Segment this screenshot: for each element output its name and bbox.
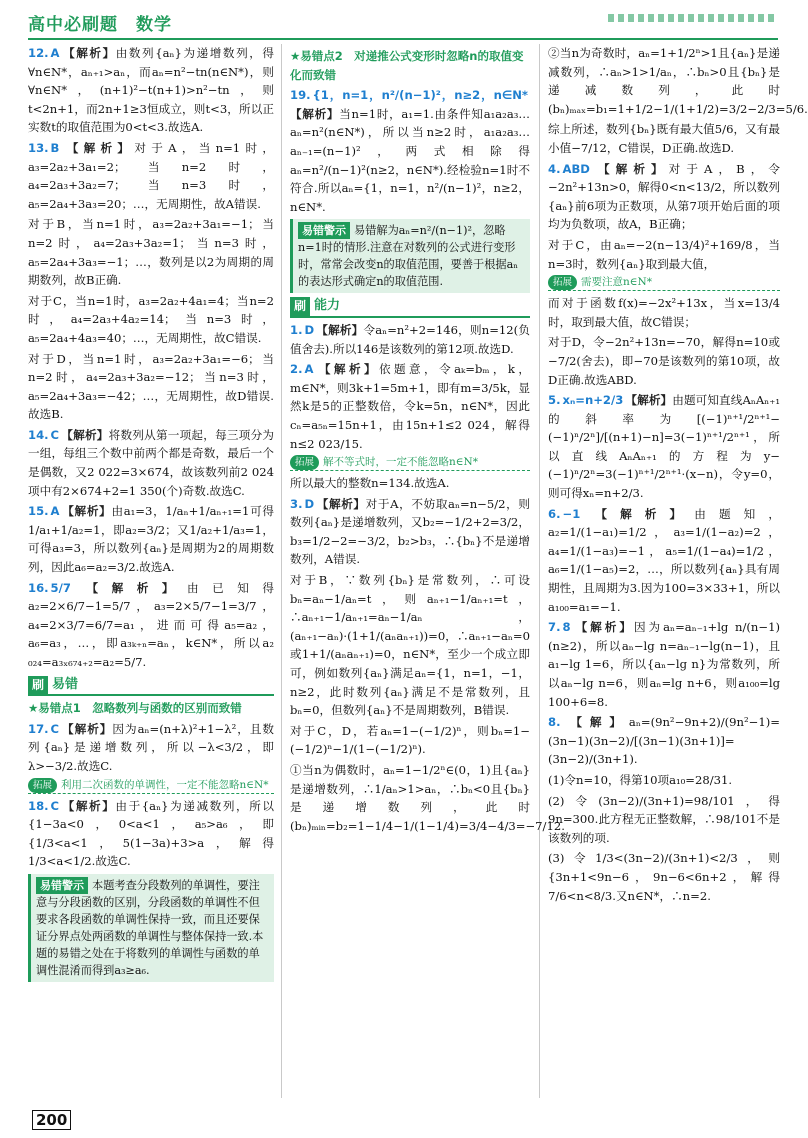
question-13-d: 对于D，当n=1时，a₃=2a₂+3a₁=−6；当n=2时，a₄=2a₃+3a₂=−12；当n=3时，a₅=2a₄+3a₃=−42；…，无周期性，故D错误.故选B. bbox=[28, 351, 274, 422]
question-8-1: (1)令n=10，得第10项a₁₀=28/31. bbox=[548, 772, 733, 787]
column-divider bbox=[539, 44, 540, 1098]
question-13-b: 对于B，当n=1时，a₃=2a₂+3a₁=−1；当n=2时，a₄=2a₃+3a₂=1；当n=3时，a₅=2a₄+3a₃=−1；…，数列是以2为周期的周期数列，故B正确. bbox=[28, 217, 274, 288]
section-title: 易错 bbox=[52, 676, 79, 692]
question-14: 14. C 【解析】将数列从第一项起，每三项分为一组，每组三个数中前两个都是奇数，最后一个是偶数，又2 022=3×674，故该数列前2 024项中有2×674+2=1 350(个)奇数.故选C. bbox=[28, 427, 274, 498]
question-12: 12. A 【解析】由数列{aₙ}为递增数列，得∀n∈N*，aₙ₊₁>aₙ，而aₙ=n²−tn(n∈N*)，则∀n∈N*，(n+1)²−t(n+1)>n²−tn，则t<2n+1，而2n+1≥3恒成立，则t<3，所以正实数t的取值范围为0<t<3.故选A. bbox=[28, 46, 274, 135]
question-3-e: ②当n为奇数时，aₙ=1+1/2ⁿ>1且{aₙ}是递减数列，∴aₙ>1>1/aₙ，∴bₙ>0且{bₙ}是递减数列，此时(bₙ)ₘₐₓ=b₁=1+1/2−1/(1+1/2)=3/2−2/3=5/6. bbox=[548, 46, 808, 116]
tip-note: 拓展 解不等式时，一定不能忽略n∈N* bbox=[290, 455, 530, 471]
question-6: 6. −1 【解析】由题知，a₂=1/(1−a₁)=1/2，a₃=1/(1−a₂)=2，a₄=1/(1−a₃)=−1，a₅=1/(1−a₄)=1/2，a₆=1/(1−a₅)=2，…，所以数列{aₙ}具有周期性，且周期为3.因为100=3×33+1，所以a₁₀₀=a₁=−1. bbox=[548, 506, 780, 614]
section-yicuo bbox=[28, 676, 274, 697]
column-right bbox=[548, 44, 808, 1102]
tip-icon: 拓展 bbox=[548, 275, 577, 290]
question-16: 16. 5/7 【解析】由已知得a₂=2×6/7−1=5/7，a₃=2×5/7−1=3/7，a₄=2×3/7=6/7=a₁，进而可得a₅=a₂，a₆=a₃，…，即a₃ₖ₊ₙ=aₙ，k∈N*，所以a₂ ₀₂₄=a₃ₓ₆₇₄₊₂=a₂=5/7. bbox=[28, 580, 274, 669]
error-point-2: ★易错点2 对递推公式变形时忽略n的取值变化而致错 bbox=[290, 49, 524, 82]
question-19: 19. {1，n=1，n²/(n−1)²，n≥2，n∈N*【解析】当n=1时，a₁=1.由条件知a₁a₂a₃…aₙ=n²(n∈N*)，所以当n≥2时，a₁a₂a₃…aₙ₋₁=(n−1)²，两式相除得aₙ=n²/(n−1)²(n≥2，n∈N*).经检验n=1时不符合.所以aₙ={1，n=1，n²/(n−1)²，n≥2，n∈N*. bbox=[290, 88, 530, 214]
warning-badge: 易错警示 bbox=[298, 222, 350, 239]
column-left bbox=[28, 44, 274, 1102]
section-nengli bbox=[290, 297, 530, 318]
page-header bbox=[28, 8, 778, 40]
question-8-2: (2)令(3n−2)/(3n+1)=98/101，得9n=300.此方程无正整数解，∴98/101不是该数列的项. bbox=[548, 793, 780, 845]
warning-box: 易错警示 本题考查分段数列的单调性，要注意与分段函数的区别，分段函数的单调性不但要求各段函数的单调性保持一致，而且还要保证分界点处两函数的单调性与整体保持一致.本题的易错之处在于将数列的单调性与函数的单调性混淆而得到a₃≥a₆. bbox=[28, 874, 274, 982]
question-17: 17. C 【解析】因为aₙ=(n+λ)²+1−λ²，且数列{aₙ}是递增数列，所以−λ<3/2，即λ>−3/2.故选C. bbox=[28, 721, 274, 773]
tip-note: 拓展 利用二次函数的单调性，一定不能忽略n∈N* bbox=[28, 778, 274, 794]
question-15: 15. A 【解析】由a₁=3，1/aₙ+1/aₙ₊₁=1可得1/a₁+1/a₂=1，即a₂=3/2；又1/a₂+1/a₃=1，可得a₃=3，所以数列{aₙ}是周期为2的周期数列，因此a₆=a₂=3/2.故选A. bbox=[28, 504, 274, 575]
question-2-end: 所以最大的整数n=134.故选A. bbox=[290, 476, 450, 491]
question-13-c: 对于C，当n=1时，a₃=2a₂+4a₁=4；当n=2时，a₄=2a₃+4a₂=14；当n=3时，a₅=2a₄+4a₃=40；…，无周期性，故C错误. bbox=[28, 293, 274, 345]
header-title: 高中必刷题 数学 bbox=[28, 15, 172, 35]
question-5: 5. xₙ=n+2/3 【解析】由题可知直线AₙAₙ₊₁的斜率为[(−1)ⁿ⁺¹/2ⁿ⁺¹−(−1)ⁿ/2ⁿ]/[(n+1)−n]=3(−1)ⁿ⁺¹/2ⁿ⁺¹，所以直线AₙAₙ₊₁的方程为y−(−1)ⁿ/2ⁿ=3(−1)ⁿ⁺¹/2ⁿ⁺¹·(x−n)，令y=0，则可得xₙ=n+2/3. bbox=[548, 393, 780, 501]
question-8-3: (3)令1/3<(3n−2)/(3n+1)<2/3，则{3n+1<9n−6，9n−6<6n+2，解得7/6<n<8/3.又n∈N*，∴n=2. bbox=[548, 851, 780, 903]
question-4-b: 对于C，由aₙ=−2(n−13/4)²+169/8，当n=3时，数列{aₙ}取到最大值， bbox=[548, 237, 780, 271]
section-badge: 刷 bbox=[28, 676, 48, 695]
column-divider bbox=[281, 44, 282, 1098]
question-4-c: 而对于函数f(x)=−2x²+13x，当x=13/4时，取到最大值，故C错误； bbox=[548, 296, 780, 329]
question-4: 4. ABD 【解析】对于A，B，令−2n²+13n>0，解得0<n<13/2，所以数列{aₙ}前6项为正数项，从第7项开始后面的项均为负数项，故A，B正确； bbox=[548, 161, 780, 232]
warning-box: 易错警示 易错解为aₙ=n²/(n−1)²，忽略n=1时的情形.注意在对数列的公式进行变形时，常常会改变n的取值范围，要善于根据aₙ的表达形式确定n的取值范围. bbox=[290, 219, 530, 293]
header-decoration bbox=[608, 14, 778, 22]
question-4-d: 对于D，令−2n²+13n=−70，解得n=10或−7/2(舍去)，即−70是该数列的第10项，故D正确.故选ABD. bbox=[548, 335, 780, 387]
page-number: 200 bbox=[32, 1110, 71, 1130]
question-7: 7. 8 【解析】因为aₙ=aₙ₋₁+lg n/(n−1)(n≥2)，所以aₙ−lg n=aₙ₋₁−lg(n−1)，且a₁−lg 1=6，所以{aₙ−lg n}为常数列，所以aₙ−lg n=6，则aₙ=lg n+6，则a₁₀₀=lg 100+6=8. bbox=[548, 620, 780, 709]
question-13: 13. B 【解析】对于A，当n=1时，a₃=2a₂+3a₁=2；当n=2时，a₄=2a₃+3a₂=7；当n=3时，a₅=2a₄+3a₃=20；…，无周期性，故A错误. bbox=[28, 140, 274, 211]
question-2: 2. A 【解析】依题意，令aₖ=bₘ，k，m∈N*，则3k+1=5m+1，即有m=3/5k，显然k是5的正整数倍，令k=5n，n∈N*，因此cₙ=a₅ₙ=15n+1，由15n+1≤2 024，解得n≤2 023/15. bbox=[290, 362, 530, 451]
error-point-1: ★易错点1 忽略数列与函数的区别而致错 bbox=[28, 701, 242, 716]
question-3-f: 综上所述，数列{bₙ}既有最大值5/6，又有最小值−7/12，C错误，D正确.故选D. bbox=[548, 122, 780, 155]
question-1: 1. D 【解析】令aₙ=n²+2=146，则n=12(负值舍去).所以146是该数列的第12项.故选D. bbox=[290, 322, 530, 356]
section-badge: 刷 bbox=[290, 297, 310, 316]
question-8: 8. 【解】aₙ=(9n²−9n+2)/(9n²−1)=(3n−1)(3n−2)/[(3n−1)(3n+1)]=(3n−2)/(3n+1). bbox=[548, 715, 780, 767]
question-3: 3. D 【解析】对于A，不妨取aₙ=n−5/2，则数列{aₙ}是递增数列，又b₂=−1/2+2=3/2，b₃=1/2−2=−3/2，b₂>b₃，∴{bₙ}不是递增数列，A错误. bbox=[290, 496, 530, 567]
question-3-d: ①当n为偶数时，aₙ=1−1/2ⁿ∈(0，1)且{aₙ}是递增数列，∴1/aₙ>1>aₙ，∴bₙ<0且{bₙ}是递增数列，此时(bₙ)ₘᵢₙ=b₂=1−1/4−1/(1−1/4)=3/4−4/3=−7/12. bbox=[290, 763, 565, 833]
section-title: 能力 bbox=[314, 298, 341, 314]
tip-icon: 拓展 bbox=[28, 778, 57, 793]
question-18: 18. C 【解析】由于{aₙ}为递减数列，所以{1−3a<0，0<a<1，a₅>a₆，即{1/3<a<1，5(1−3a)+3>a，解得1/3<a<1/2.故选C. bbox=[28, 798, 274, 869]
column-middle bbox=[290, 44, 565, 1102]
warning-badge: 易错警示 bbox=[36, 877, 88, 894]
tip-icon: 拓展 bbox=[290, 455, 319, 470]
question-3-c: 对于C，D，若aₙ=1−(−1/2)ⁿ，则bₙ=1−(−1/2)ⁿ−1/(1−(−1/2)ⁿ). bbox=[290, 723, 530, 757]
question-3-b: 对于B，∵数列{bₙ}是常数列，∴可设bₙ=aₙ−1/aₙ=t，则aₙ₊₁−1/aₙ₊₁=t，∴aₙ₊₁−1/aₙ₊₁=aₙ−1/aₙ，(aₙ₊₁−aₙ)·(1+1/(aₙaₙ₊₁))=0，∴aₙ₊₁−aₙ=0或1+1/(aₙaₙ₊₁)=0，n∈N*，至少一个成立即可，例如数列{aₙ}满足aₙ={1，n=1，−1，n≥2，此时数列{aₙ}满足不是常数列，且bₙ=0，但数列{aₙ}不是周期数列，B错误. bbox=[290, 573, 530, 718]
tip-note: 拓展 需要注意n∈N* bbox=[548, 275, 780, 291]
